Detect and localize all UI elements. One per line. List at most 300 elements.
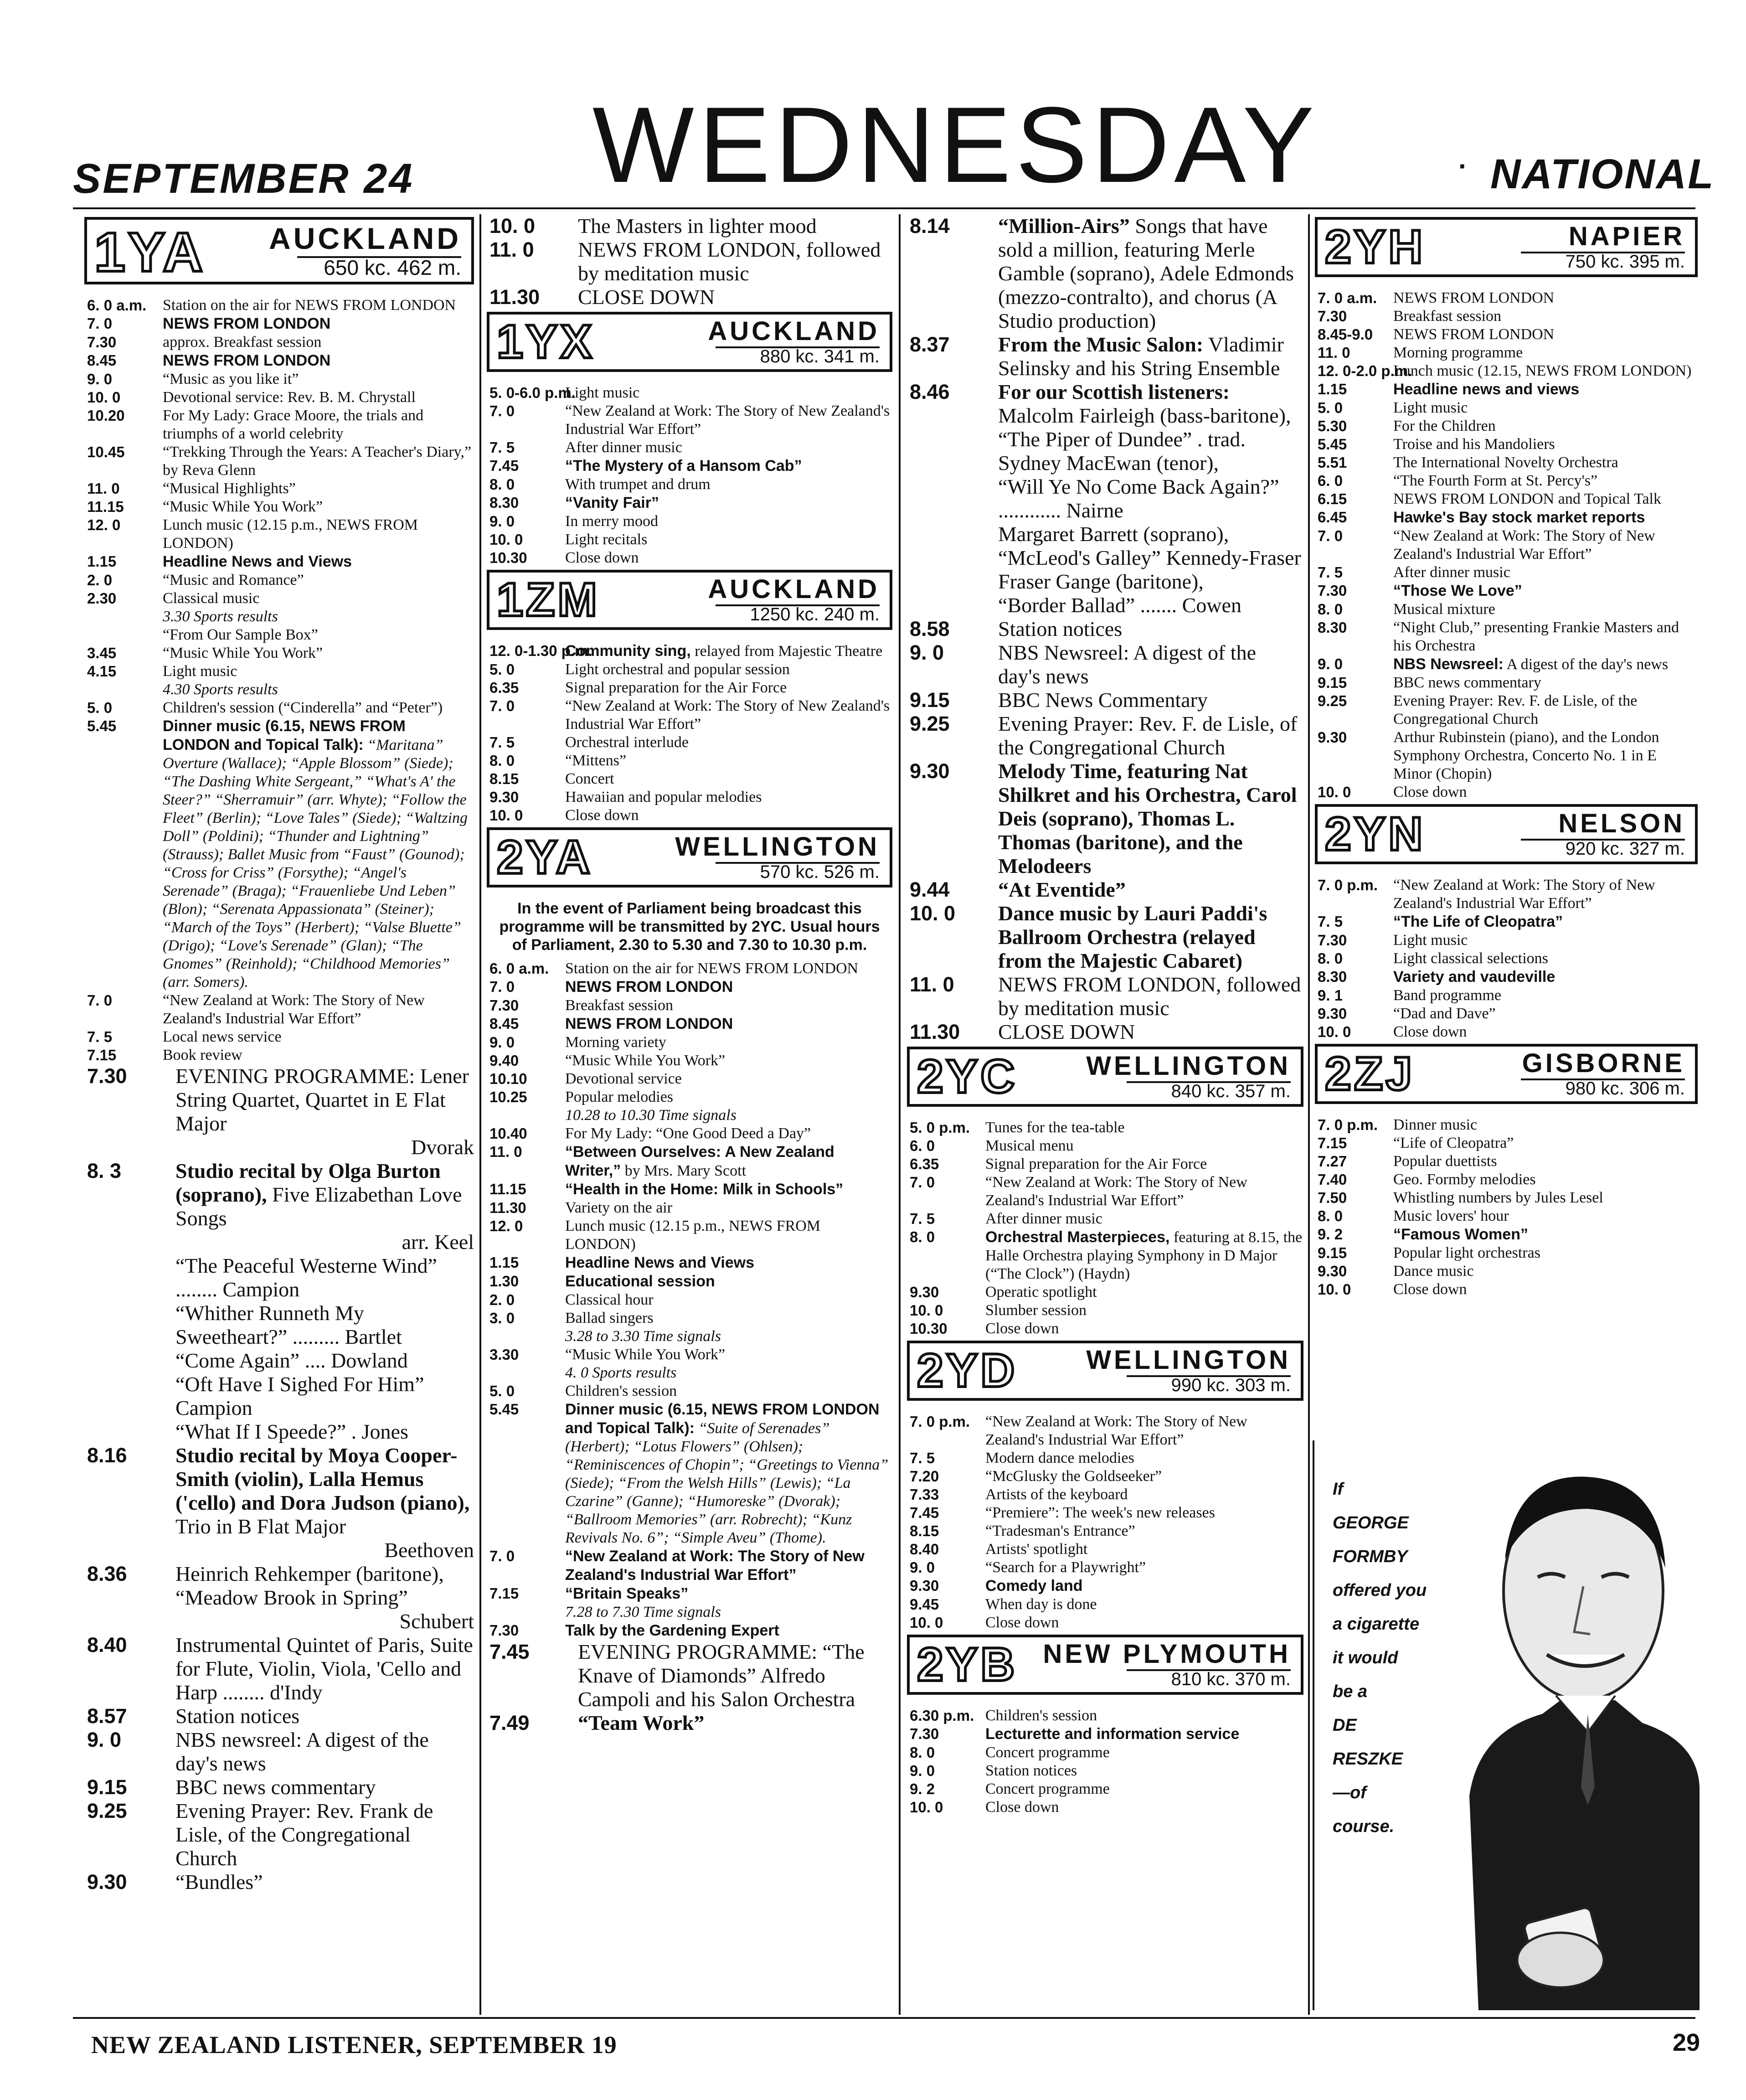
entry-text: Trio in B Flat Major <box>175 1515 346 1538</box>
entry-text: Lunch music (12.15 p.m., NEWS FROM LONDON) <box>163 516 418 552</box>
schedule-entry <box>487 531 892 549</box>
entry-text: Local news service <box>163 1028 282 1045</box>
entry-subline: 4.30 Sports results <box>163 681 278 698</box>
entry-time: 9. 0 <box>87 371 113 387</box>
schedule-entry <box>487 960 892 978</box>
entry-text: Variety on the air <box>565 1199 673 1216</box>
entry-time: 11. 0 <box>910 973 954 996</box>
entry-time: 8.46 <box>910 380 950 403</box>
schedule-entry <box>84 443 474 480</box>
schedule-entry <box>84 552 474 571</box>
entry-text: Artists' spotlight <box>985 1541 1088 1558</box>
entry-text: “Search for a Playwright” <box>985 1559 1146 1576</box>
entry-title-bold: NBS Newsreel: <box>1393 655 1504 673</box>
entry-time: 7.45 <box>910 1504 939 1521</box>
schedule-entry <box>487 494 892 512</box>
schedule-entry <box>84 644 474 662</box>
parliament-note: In the event of Parliament being broadcast this programme will be transmitted by 2YC. Usual hours of Parliament, 2.30 to 5.30 and 7.30 to 10.30 p.m. <box>499 900 880 954</box>
schedule-entry <box>1315 655 1698 674</box>
entry-title-bold: From the Music Salon: <box>998 333 1204 356</box>
entry-time: 7.15 <box>489 1585 519 1602</box>
entry-time: 6. 0 a.m. <box>87 297 147 314</box>
station-callsign: 2YC <box>917 1050 1018 1103</box>
station-city: NAPIER <box>1568 222 1685 251</box>
entry-text: After dinner music <box>985 1210 1102 1227</box>
schedule-entry <box>1315 949 1698 968</box>
schedule-entry <box>907 902 1303 973</box>
entry-title-bold: Headline News and Views <box>163 553 352 570</box>
station-city: GISBORNE <box>1522 1048 1685 1078</box>
entry-title-bold: NEWS FROM LONDON <box>163 315 331 332</box>
schedule-entry <box>487 1254 892 1272</box>
schedule-entry <box>907 688 1303 712</box>
entry-text: Geo. Formby melodies <box>1393 1171 1536 1188</box>
page-title: WEDNESDAY <box>592 85 1319 205</box>
column-1 <box>84 214 474 2015</box>
station-header <box>907 1635 1303 1695</box>
schedule-entry <box>907 1137 1303 1155</box>
entry-time: 10. 0 <box>910 902 956 925</box>
station-block <box>487 827 892 1640</box>
entry-time: 1.15 <box>87 553 117 570</box>
schedule-entry <box>907 1413 1303 1449</box>
station-header <box>84 217 474 284</box>
entry-time: 9. 1 <box>1318 987 1343 1004</box>
station-city: AUCKLAND <box>269 222 461 255</box>
entry-text: CLOSE DOWN <box>578 285 715 309</box>
schedule-entry <box>907 1210 1303 1228</box>
entry-time: 7.30 <box>489 997 519 1014</box>
entry-text: Signal preparation for the Air Force <box>565 679 787 696</box>
entry-time: 7. 0 <box>87 315 113 332</box>
entry-time: 8.40 <box>910 1541 939 1558</box>
entry-text: Devotional service: Rev. B. M. Chrystall <box>163 389 416 406</box>
entry-time: 8.15 <box>489 770 519 787</box>
entry-text: “New Zealand at Work: The Story of New Zealand's Industrial War Effort” <box>565 402 890 438</box>
entry-time: 5. 0 <box>489 1383 515 1399</box>
entry-subline: “Come Again” .... Dowland <box>175 1349 408 1372</box>
schedule-entry <box>487 1272 892 1291</box>
entry-text: Light recitals <box>565 531 648 548</box>
entry-time: 7. 0 <box>1318 527 1343 544</box>
entry-time: 7.30 <box>87 334 117 351</box>
entry-text: “Musical Highlights” <box>163 480 296 497</box>
entry-time: 9. 2 <box>910 1780 935 1797</box>
entry-text: “Music While You Work” <box>163 498 323 515</box>
entry-time: 7. 0 a.m. <box>1318 289 1377 306</box>
entry-time: 9. 0 <box>489 1034 515 1051</box>
entry-time: 7.45 <box>489 1640 530 1663</box>
station-frequency: 570 kc. 526 m. <box>760 862 880 882</box>
schedule-entry <box>487 457 892 475</box>
schedule-entry <box>1315 600 1698 619</box>
entry-text: “The Fourth Form at St. Percy's” <box>1393 472 1598 489</box>
entry-time: 11. 0 <box>87 480 120 497</box>
entry-time: 9.30 <box>1318 1263 1347 1280</box>
schedule-entry <box>1315 435 1698 454</box>
entry-text: NEWS FROM LONDON and Topical Talk <box>1393 490 1661 507</box>
entry-time: 7. 0 p.m. <box>1318 1116 1378 1133</box>
entry-time: 7. 0 <box>489 978 515 995</box>
schedule-entry <box>487 1088 892 1125</box>
station-city: NEW PLYMOUTH <box>1043 1639 1291 1669</box>
entry-time: 10.10 <box>489 1070 527 1087</box>
entry-time: 7.15 <box>1318 1135 1347 1151</box>
entry-text: featuring at 8.15, the Halle Orchestra playing Symphony in D Major (“The Clock”) (Haydn) <box>985 1229 1303 1282</box>
entry-text: Station notices <box>985 1762 1077 1779</box>
column-3 <box>907 214 1303 2015</box>
entry-text: Popular light orchestras <box>1393 1244 1540 1261</box>
schedule-entry <box>487 660 892 679</box>
schedule-entry <box>1315 399 1698 417</box>
entry-text: EVENING PROGRAMME: Lener String Quartet, Quartet in E Flat Major <box>175 1064 469 1135</box>
schedule-entry <box>84 1028 474 1046</box>
entry-title-bold: NEWS FROM LONDON <box>163 352 331 369</box>
portrait-photo <box>1451 1440 1700 2010</box>
entry-text: Evening Prayer: Rev. F. de Lisle, of the Congregational Church <box>998 712 1298 759</box>
schedule-entry <box>84 370 474 388</box>
entry-title-bold: Lecturette and information service <box>985 1725 1240 1743</box>
station-block <box>1315 217 1698 801</box>
entry-text: “Music While You Work” <box>565 1346 726 1363</box>
station-frequency: 980 kc. 306 m. <box>1565 1078 1685 1099</box>
entry-title-bold: “Team Work” <box>578 1711 705 1734</box>
schedule-entry <box>1315 783 1698 801</box>
entry-time: 7. 5 <box>1318 564 1343 581</box>
schedule-entry <box>907 214 1303 333</box>
entry-time: 10. 0 <box>1318 784 1351 800</box>
station-block <box>907 1047 1303 1338</box>
entry-text: Close down <box>1393 1281 1467 1298</box>
entry-time: 10. 0 <box>489 807 523 824</box>
station-frequency: 990 kc. 303 m. <box>1171 1375 1291 1395</box>
entry-time: 10. 0 <box>1318 1023 1351 1040</box>
schedule-entry <box>907 1707 1303 1725</box>
entry-time: 5.45 <box>87 717 117 734</box>
entry-text: Signal preparation for the Air Force <box>985 1156 1207 1172</box>
schedule-entry <box>907 1283 1303 1301</box>
entry-text: Instrumental Quintet of Paris, Suite for Flute, Violin, Viola, 'Cello and Harp ........ d'Indy <box>175 1633 473 1704</box>
schedule-entry <box>487 512 892 531</box>
schedule-entry <box>907 1744 1303 1762</box>
schedule-entry <box>907 1320 1303 1338</box>
entry-time: 8. 3 <box>87 1159 122 1182</box>
schedule-entry <box>1315 1189 1698 1207</box>
schedule-entry <box>487 1291 892 1309</box>
entry-time: 8.45 <box>489 1015 519 1032</box>
entry-time: 7. 5 <box>87 1028 113 1045</box>
entry-text: Classical hour <box>565 1291 654 1308</box>
schedule-entry <box>487 214 892 238</box>
entry-time: 9.30 <box>910 1577 939 1594</box>
entry-text: Lunch music (12.15 p.m., NEWS FROM LONDON) <box>565 1218 821 1253</box>
column-divider <box>479 214 481 2015</box>
entry-time: 7.30 <box>1318 932 1347 949</box>
entry-time: 8. 0 <box>1318 950 1343 967</box>
entry-time: 5. 0 <box>489 661 515 678</box>
entry-text: Evening Prayer: Rev. F. de Lisle, of the Congregational Church <box>1393 692 1638 728</box>
schedule-entry <box>1315 728 1698 783</box>
programme-block <box>84 1064 474 1894</box>
entry-text: Arthur Rubinstein (piano), and the London Symphony Orchestra, Concerto No. 1 in E Minor (Chopin) <box>1393 729 1659 782</box>
schedule-entry <box>1315 1005 1698 1023</box>
schedule-entry <box>84 699 474 717</box>
schedule-entry <box>84 315 474 333</box>
entry-text: approx. Breakfast session <box>163 334 322 351</box>
entry-text: For My Lady: Grace Moore, the trials and triumphs of a world celebrity <box>163 407 424 442</box>
entry-time: 3. 0 <box>489 1310 515 1326</box>
entry-time: 10. 0 <box>910 1614 943 1631</box>
entry-text: Close down <box>565 807 639 824</box>
entry-subline: “Will Ye No Come Back Again?” ............ Nairne <box>998 475 1279 522</box>
entry-text: Breakfast session <box>565 997 674 1014</box>
schedule-entry <box>907 1020 1303 1044</box>
schedule-entry <box>1315 968 1698 986</box>
entry-time: 8.14 <box>910 214 950 237</box>
entry-time: 12. 0-1.30 p.m. <box>489 642 592 659</box>
entry-title-bold: “Between Ourselves: A New Zealand Writer,” <box>565 1143 834 1179</box>
station-frequency: 810 kc. 370 m. <box>1171 1669 1291 1689</box>
station-callsign: 2ZJ <box>1325 1047 1415 1100</box>
ad-line: —of <box>1333 1783 1366 1802</box>
entry-text: Station on the air for NEWS FROM LONDON <box>565 960 859 977</box>
schedule-entry <box>84 662 474 699</box>
entry-time: 5. 0 <box>1318 399 1343 416</box>
schedule-entry <box>84 480 474 498</box>
entry-text: Dance music <box>1393 1263 1474 1280</box>
schedule-entry <box>487 978 892 996</box>
entry-time: 9. 0 <box>87 1728 122 1751</box>
entry-text: Popular duettists <box>1393 1153 1497 1170</box>
entry-text: “Night Club,” presenting Frankie Masters and his Orchestra <box>1393 619 1679 654</box>
schedule-entry <box>487 1143 892 1180</box>
header-dot: · <box>1458 151 1468 181</box>
entry-text: Modern dance melodies <box>985 1450 1134 1466</box>
entry-text: After dinner music <box>565 439 682 456</box>
entry-time: 7. 0 p.m. <box>910 1413 970 1430</box>
schedule-entry <box>1315 362 1698 380</box>
schedule-entry <box>1315 1171 1698 1189</box>
ad-line: FORMBY <box>1333 1547 1408 1566</box>
station-block <box>84 217 474 1064</box>
entry-time: 7.30 <box>489 1622 519 1639</box>
entry-time: 8.16 <box>87 1444 127 1467</box>
schedule-entry <box>1315 1244 1698 1262</box>
ad-line: offered you <box>1333 1581 1427 1600</box>
entry-text: Tunes for the tea-table <box>985 1119 1125 1136</box>
entry-time: 10.40 <box>489 1125 527 1142</box>
entry-time: 7.27 <box>1318 1153 1347 1170</box>
entry-text: CLOSE DOWN <box>998 1020 1135 1043</box>
entry-text: relayed from Majestic Theatre <box>695 643 883 660</box>
entry-text: Slumber session <box>985 1302 1087 1319</box>
programme-block <box>907 214 1303 1044</box>
schedule-entry <box>487 1711 892 1735</box>
entry-music-list: “Maritana” Overture (Wallace); “Apple Blossom” (Siede); “The Dashing White Sergeant,” “What's A' the Steer?” “Sherramuir” (arr. Whyte); “Follow the Fleet” (Berlin); “Love Tales” (Siede); “Waltzing Doll” (Poldini); “Thunder and Lightning” (Strauss); Ballet Music from “Faust” (Gounod); “Cross for Criss” (Forsythe); “Angel's Serenade” (Braga); “Frauenliebe Und Leben” (Blon); “Serenata Appassionata” (Steiner); “March of the Toys” (Herbert); “Valse Bluette” (Drigo); “Love's Serenade” (Glan); “The Gnomes” (Reinhold); “Childhood Memories” (arr. Somers). <box>163 737 468 991</box>
entry-time: 10.30 <box>489 549 527 566</box>
schedule-entry <box>487 1199 892 1217</box>
entry-title-bold: “Those We Love” <box>1393 582 1522 599</box>
cigarette-advertisement <box>1313 1440 1700 2010</box>
entry-time: 7. 5 <box>1318 913 1343 930</box>
entry-subline: “The Piper of Dundee” . trad. <box>998 428 1246 451</box>
ad-line: course. <box>1333 1817 1395 1836</box>
schedule-entry <box>1315 344 1698 362</box>
schedule-entry <box>907 712 1303 759</box>
entry-time: 8. 0 <box>910 1228 935 1245</box>
schedule-entry <box>84 333 474 351</box>
schedule-entry <box>1315 508 1698 527</box>
schedule-entry <box>487 1382 892 1400</box>
entry-text: Songs that have sold a million, featuring Merle Gamble (soprano), Adele Edmonds (mezzo-contralto), and chorus (A Studio production) <box>998 214 1294 332</box>
entry-time: 9.30 <box>910 1284 939 1300</box>
entry-text: “Music While You Work” <box>565 1052 726 1069</box>
station-block <box>1315 1044 1698 1299</box>
entry-subline: 3.30 Sports results <box>163 608 278 625</box>
top-rule <box>73 207 1695 209</box>
entry-text: When day is done <box>985 1596 1097 1613</box>
entry-time: 7. 0 <box>910 1174 935 1191</box>
entry-time: 7.30 <box>1318 308 1347 325</box>
schedule-entry <box>1315 913 1698 931</box>
entry-text: Musical mixture <box>1393 601 1495 618</box>
entry-text: A digest of the day's news <box>1506 656 1669 673</box>
programme-block <box>487 214 892 309</box>
entry-text: Music lovers' hour <box>1393 1207 1509 1224</box>
entry-title-bold: Melody Time, featuring Nat Shilkret and his Orchestra, Carol Deis (soprano), Thomas L. Thomas (baritone), and the Melodeers <box>998 759 1297 877</box>
entry-time: 7.15 <box>87 1047 117 1063</box>
entry-text: “New Zealand at Work: The Story of New Zealand's Industrial War Effort” <box>163 992 425 1027</box>
station-city: WELLINGTON <box>675 832 880 862</box>
entry-time: 10. 0 <box>1318 1281 1351 1298</box>
entry-text: Five Elizabethan Love Songs <box>175 1183 462 1230</box>
schedule-entry <box>84 1064 474 1159</box>
station-header <box>487 312 892 372</box>
schedule-entry <box>487 1033 892 1052</box>
entry-subline: “The Peaceful Westerne Wind” ........ Campion <box>175 1254 437 1301</box>
entry-time: 7. 5 <box>910 1210 935 1227</box>
ad-line: it would <box>1333 1648 1398 1667</box>
entry-text: For My Lady: “One Good Deed a Day” <box>565 1125 811 1142</box>
entry-text: Concert programme <box>985 1744 1110 1761</box>
entry-text: Ballad singers <box>565 1310 654 1326</box>
entry-text: “Music While You Work” <box>163 645 323 661</box>
entry-time: 10. 0 <box>87 389 121 406</box>
entry-title-bold: For our Scottish listeners: <box>998 380 1230 403</box>
entry-subline: “Whither Runneth My Sweetheart?” ......... Bartlet <box>175 1301 402 1348</box>
entry-title-bold: “Million-Airs” <box>998 214 1130 237</box>
entry-text: NEWS FROM LONDON <box>1393 289 1555 306</box>
entry-text: Light music <box>163 663 237 680</box>
schedule-entry <box>84 571 474 589</box>
entry-time: 8.45-9.0 <box>1318 326 1373 343</box>
entry-time: 7.50 <box>1318 1189 1347 1206</box>
entry-text: Light classical selections <box>1393 950 1548 967</box>
station-frequency: 650 kc. 462 m. <box>324 256 461 279</box>
entry-time: 9.40 <box>489 1052 519 1069</box>
entry-time: 7. 0 <box>87 992 113 1009</box>
entry-time: 12. 0 <box>87 516 121 533</box>
schedule-entry <box>84 991 474 1028</box>
schedule-entry <box>907 617 1303 641</box>
schedule-entry <box>487 1125 892 1143</box>
entry-text: Orchestral interlude <box>565 734 689 751</box>
entry-title-bold: “Britain Speaks” <box>565 1585 689 1602</box>
entry-time: 9.15 <box>1318 674 1347 691</box>
schedule-entry <box>1315 986 1698 1005</box>
station-frequency: 880 kc. 341 m. <box>760 346 880 366</box>
entry-time: 5.45 <box>489 1401 519 1418</box>
entry-text: Concert <box>565 770 614 787</box>
schedule-entry <box>1315 674 1698 692</box>
entry-text: “Life of Cleopatra” <box>1393 1135 1514 1151</box>
schedule-entry <box>487 996 892 1015</box>
entry-time: 10. 0 <box>489 531 523 548</box>
schedule-entry <box>907 380 1303 617</box>
entry-time: 7.33 <box>910 1486 939 1503</box>
schedule-entry <box>907 1725 1303 1744</box>
schedule-entry <box>84 1870 474 1894</box>
entry-title-bold: Headline news and views <box>1393 381 1580 398</box>
schedule-entry <box>907 1228 1303 1283</box>
entry-time: 11.30 <box>489 1199 526 1216</box>
entry-text: Band programme <box>1393 987 1501 1004</box>
entry-time: 7. 5 <box>489 439 515 456</box>
entry-time: 9.25 <box>910 712 950 735</box>
station-header <box>1315 1044 1698 1104</box>
schedule-entry <box>84 1444 474 1562</box>
entry-time: 11. 0 <box>489 238 534 261</box>
schedule-entry <box>84 1159 474 1444</box>
entry-time: 10.45 <box>87 444 125 460</box>
entry-subline: “Oft Have I Sighed For Him” Campion <box>175 1372 424 1419</box>
schedule-entry <box>907 1780 1303 1798</box>
station-city: AUCKLAND <box>708 316 880 346</box>
entry-text: “Music and Romance” <box>163 572 304 588</box>
entry-text: “New Zealand at Work: The Story of New Zealand's Industrial War Effort” <box>985 1174 1247 1209</box>
entry-time: 8.57 <box>87 1704 127 1728</box>
schedule-entry <box>84 1704 474 1728</box>
entry-time: 8.58 <box>910 617 950 640</box>
entry-time: 8. 0 <box>1318 1207 1343 1224</box>
column-divider <box>899 214 901 2015</box>
entry-time: 2. 0 <box>87 572 113 588</box>
station-header <box>907 1047 1303 1107</box>
schedule-entry <box>907 1798 1303 1816</box>
entry-text: BBC News Commentary <box>998 688 1208 712</box>
schedule-entry <box>487 788 892 806</box>
schedule-entry <box>487 697 892 733</box>
entry-text: BBC news commentary <box>1393 674 1541 691</box>
entry-text: Whistling numbers by Jules Lesel <box>1393 1189 1603 1206</box>
entry-time: 5.51 <box>1318 454 1347 471</box>
entry-title-bold: Studio recital by Olga Burton (soprano), <box>175 1159 441 1206</box>
entry-time: 11.30 <box>489 285 540 309</box>
entry-time: 6. 0 a.m. <box>489 960 549 977</box>
ad-line: RESZKE <box>1333 1749 1403 1769</box>
entry-title-bold: “At Eventide” <box>998 878 1126 901</box>
entry-text: NEWS FROM LONDON <box>1393 326 1555 343</box>
schedule-entry <box>487 1346 892 1382</box>
schedule-entry <box>487 1015 892 1033</box>
entry-subline: “Border Ballad” ....... Cowen <box>998 593 1241 617</box>
page-number: 29 <box>1673 2029 1700 2056</box>
schedule-entry <box>1315 1262 1698 1280</box>
entry-time: 6.30 p.m. <box>910 1707 974 1724</box>
entry-time: 11. 0 <box>1318 344 1350 361</box>
station-block <box>907 1635 1303 1816</box>
schedule-entry <box>907 1595 1303 1614</box>
